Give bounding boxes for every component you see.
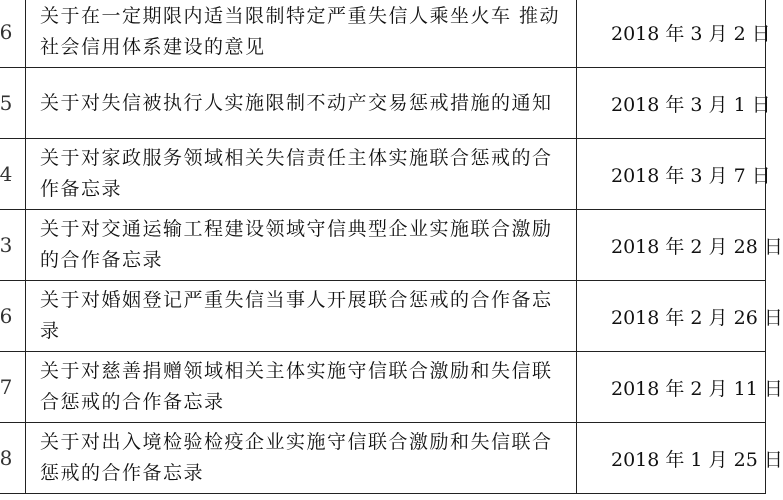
issue-date: 2018 年 3 月 2 日	[577, 0, 766, 68]
row-index: 3	[0, 210, 26, 281]
issue-date: 2018 年 2 月 28 日	[577, 210, 766, 281]
document-title: 关于对慈善捐赠领域相关主体实施守信联合激励和失信联合惩戒的合作备忘录	[26, 352, 577, 423]
row-index: 7	[0, 352, 26, 423]
row-index: 6	[0, 281, 26, 352]
table-row	[0, 423, 766, 494]
document-title: 关于对婚姻登记严重失信当事人开展联合惩戒的合作备忘录	[26, 281, 577, 352]
issue-date: 2018 年 1 月 25 日	[577, 423, 766, 494]
issue-date: 2018 年 3 月 7 日	[577, 139, 766, 210]
row-index: 4	[0, 139, 26, 210]
table-row	[0, 210, 766, 281]
table-row	[0, 0, 766, 68]
document-title: 关于在一定期限内适当限制特定严重失信人乘坐火车 推动社会信用体系建设的意见	[26, 0, 577, 68]
issue-date: 2018 年 2 月 11 日	[577, 352, 766, 423]
row-index: 6	[0, 0, 26, 68]
issue-date: 2018 年 3 月 1 日	[577, 68, 766, 139]
table-row	[0, 281, 766, 352]
document-title: 关于对出入境检验检疫企业实施守信联合激励和失信联合惩戒的合作备忘录	[26, 423, 577, 494]
document-title: 关于对家政服务领域相关失信责任主体实施联合惩戒的合作备忘录	[26, 139, 577, 210]
issue-date: 2018 年 2 月 26 日	[577, 281, 766, 352]
document-title: 关于对交通运输工程建设领域守信典型企业实施联合激励的合作备忘录	[26, 210, 577, 281]
row-index: 8	[0, 423, 26, 494]
table-row	[0, 68, 766, 139]
table-row	[0, 352, 766, 423]
row-index: 5	[0, 68, 26, 139]
document-title: 关于对失信被执行人实施限制不动产交易惩戒措施的通知	[26, 68, 577, 139]
table-row	[0, 139, 766, 210]
